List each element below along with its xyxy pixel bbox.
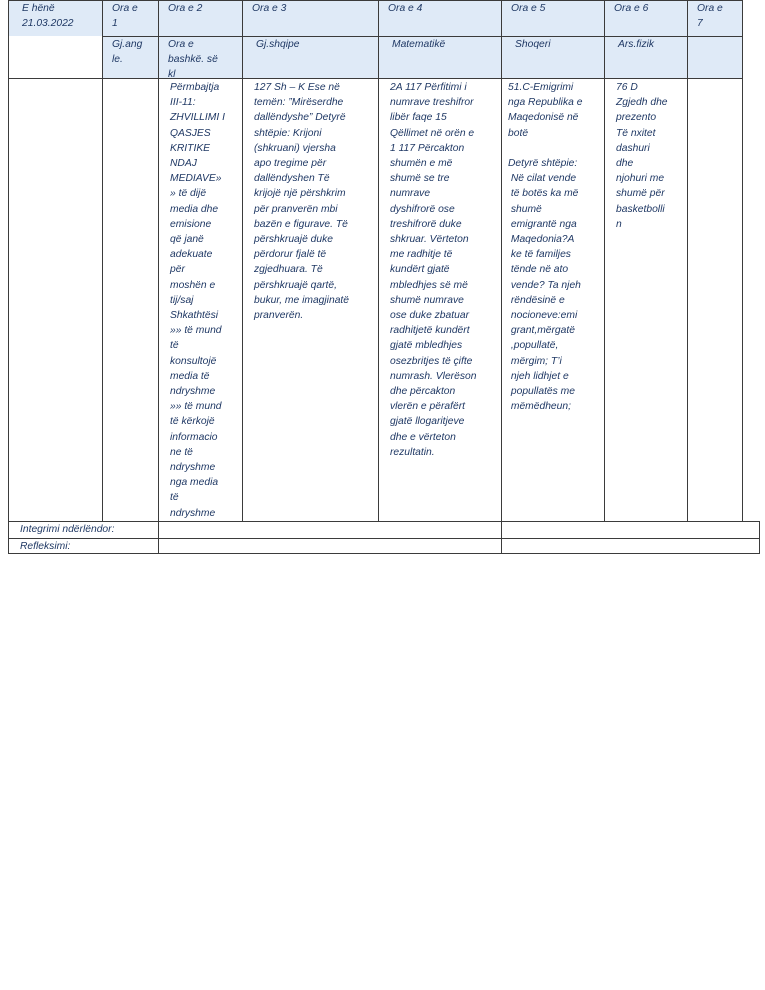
subject-p7 xyxy=(687,36,742,78)
period-6-header: Ora e 6 xyxy=(604,0,687,36)
period-1-header xyxy=(102,0,158,36)
subject-blank xyxy=(8,36,102,78)
vline-6 xyxy=(604,0,605,521)
vline-5 xyxy=(501,0,502,554)
vline-left xyxy=(8,0,9,554)
vline-2 xyxy=(158,0,159,554)
period-1-label: Ora e 1 xyxy=(112,3,138,30)
subject-p2 xyxy=(158,36,242,78)
hline-integration xyxy=(8,538,759,539)
subject-p1-text: Gj.ang le. xyxy=(112,39,143,66)
vline-8 xyxy=(742,0,743,521)
hline-top xyxy=(8,0,742,1)
vline-1 xyxy=(102,0,103,521)
hline-bottom xyxy=(8,553,759,554)
content-p5: 51.C-Emigrimi nga Republika e Maqedonisë në botë Detyrë shtëpie: Në cilat vende të botës ka më shumë emigrantë nga Maqedonia?A ke të familjes tënde në ato vende? Ta njeh rëndësinë e nocioneve:emi grant,mërgatë ,popullatë, mërgim; T’i njeh lidhjet e popullatës me mëmëdheun; xyxy=(508,82,583,413)
day-label: E hënë xyxy=(22,3,55,14)
period-3-header: Ora e 3 xyxy=(242,0,378,36)
vline-4 xyxy=(378,0,379,521)
hline-subjects xyxy=(8,78,742,79)
hline-content xyxy=(8,521,759,522)
subject-p3: Gj.shqipe xyxy=(242,36,378,78)
content-p4: 2A 117 Përfitimi i numrave treshifror libër faqe 15 Qëllimet në orën e 1 117 Përcakton shumën e më shumë se tre numrave dyshifrorë ose treshifrorë duke shkruar. Vërteton me radhitje të kundërt gjatë mbledhjes së më shumë numrave ose duke zbatuar radhitjetë kundërt gjatë mbledhjes osezbritjes të çifte numrash. Vlerëson dhe përcakton vlerën e përafërt gjatë llogaritjeve dhe e vërteton rezultatin. xyxy=(390,82,477,458)
content-p6: 76 D Zgjedh dhe prezento Të nxitet dashuri dhe njohuri me shumë për basketbolli n xyxy=(616,82,668,230)
period-4-header: Ora e 4 xyxy=(378,0,501,36)
period-2-header: Ora e 2 xyxy=(158,0,242,36)
subject-p2-text: Ora e bashkë. së kl xyxy=(168,39,218,78)
subject-p5: Shoqeri xyxy=(501,36,604,78)
date-label: 21.03.2022 xyxy=(22,18,74,30)
subject-p1 xyxy=(102,36,158,78)
subject-p4: Matematikë xyxy=(378,36,501,78)
vline-3 xyxy=(242,0,243,521)
integration-label: Integrimi ndërlëndor: xyxy=(20,524,115,535)
hline-header xyxy=(102,36,742,37)
content-p2: Përmbajtja III-11: ZHVILLIMI I QASJES KRITIKE NDAJ MEDIAVE» » të dijë media dhe emisione që janë adekuate për moshën e tij/saj Shkathtësi »» të mund të konsultojë media të ndryshme »» të mund të kërkojë informacio ne të ndryshme nga media të ndryshme xyxy=(170,82,225,519)
period-7-header xyxy=(687,0,742,36)
reflection-label: Refleksimi: xyxy=(20,541,71,552)
period-5-header: Ora e 5 xyxy=(501,0,604,36)
vline-7 xyxy=(687,0,688,521)
period-7-label: Ora e 7 xyxy=(697,3,723,30)
content-p3: 127 Sh – K Ese në temën: ”Mirëserdhe dallëndyshe” Detyrë shtëpie: Krijoni (shkruani) vjersha apo tregime për dallëndyshen Të krijojë një përshkrim për pranverën mbi bazën e figurave. Të përshkruajë duke përdorur fjalë të zgjedhuara. Të përshkruajë qartë, bukur, me imagjinatë pranverën. xyxy=(254,82,350,322)
subject-p6: Ars.fizik xyxy=(604,36,687,78)
vline-right xyxy=(759,521,760,554)
day-cell xyxy=(8,0,102,36)
